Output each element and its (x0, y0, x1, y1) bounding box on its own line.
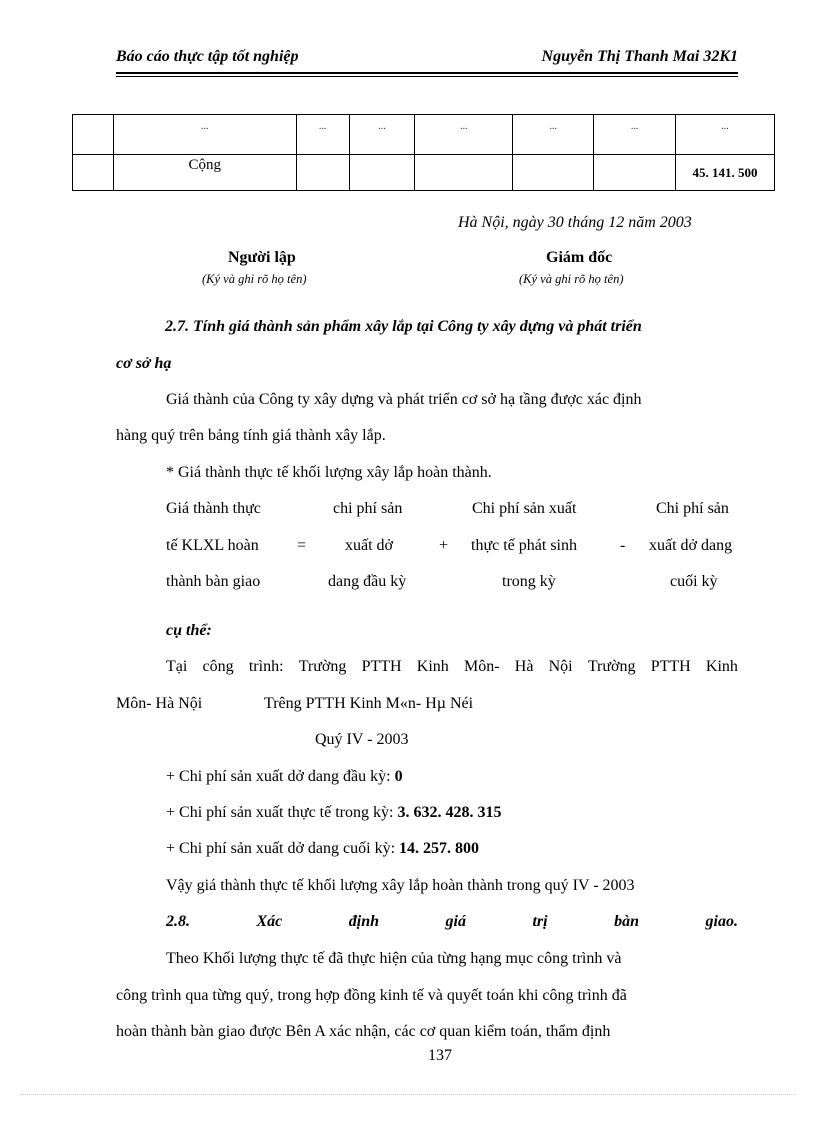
table-cell: ... (676, 115, 775, 155)
word: 2.8. (166, 913, 190, 930)
section-2-7-heading-cont: cơ sở hạ (116, 355, 172, 372)
word: Môn- (464, 658, 500, 675)
table-cell (513, 155, 594, 191)
formula-term: dang đầu kỳ (328, 573, 407, 590)
formula-term: cuối kỳ (670, 573, 718, 590)
table-row (73, 115, 775, 155)
word: Trường (298, 658, 347, 675)
table-cell: ... (113, 115, 296, 155)
section-2-8-heading (166, 913, 738, 931)
word: giao. (705, 913, 738, 930)
word: Hà (514, 658, 534, 675)
word: công (202, 658, 234, 675)
formula-term: thực tế phát sinh (471, 537, 577, 554)
quarter-line: Quý IV - 2003 (315, 731, 409, 748)
total-amount: 45. 141. 500 (676, 155, 775, 191)
word: PTTH (361, 658, 402, 675)
cost-item-period (166, 804, 501, 822)
header-author: Nguyễn Thị Thanh Mai 32K1 (541, 48, 738, 65)
project-line-garbled: Trêng PTTH Kinh M«n- Hµ Néi (264, 695, 474, 712)
formula-term: thành bàn giao (166, 573, 261, 590)
table-cell: ... (349, 115, 415, 155)
conclusion-line: Vậy giá thành thực tế khối lượng xây lắp hoàn thành trong quý IV - 2003 (166, 877, 635, 894)
formula-plus: + (439, 537, 449, 554)
word: Xác (256, 913, 283, 930)
paragraph-line: hàng quý trên bảng tính giá thành xây lắp. (116, 427, 386, 444)
formula-term: xuất dở (345, 537, 394, 554)
item-label: + Chi phí sản xuất dở dang đầu kỳ: (166, 768, 395, 785)
formula-term: xuất dở dang (649, 537, 733, 554)
bullet-line: * Giá thành thực tế khối lượng xây lắp hoàn thành. (166, 464, 492, 481)
project-line-cont: Môn- Hà Nội (116, 695, 203, 712)
preparer-note: (Ký và ghi rõ họ tên) (202, 272, 307, 286)
item-label: + Chi phí sản xuất thực tế trong kỳ: (166, 804, 398, 821)
cost-item-closing (166, 840, 479, 858)
word: Kinh (705, 658, 738, 675)
item-value: 3. 632. 428. 315 (397, 804, 502, 821)
formula-term: Chi phí sản xuất (472, 500, 577, 517)
section-2-7-heading: 2.7. Tính giá thành sản phẩm xây lắp tại Công ty xây dựng và phát triển (165, 318, 642, 335)
formula-term: Chi phí sản (656, 500, 729, 517)
total-label: Cộng (113, 155, 296, 191)
page-number: 137 (428, 1047, 452, 1064)
table-cell (296, 155, 349, 191)
item-label: + Chi phí sản xuất dở dang cuối kỳ: (166, 840, 400, 857)
table-cell: ... (594, 115, 676, 155)
table-cell (73, 115, 114, 155)
word: trị (532, 913, 548, 930)
table-row-total (73, 155, 775, 191)
project-line (166, 658, 738, 676)
table-cell (73, 155, 114, 191)
cost-table (72, 114, 775, 191)
word: Nội (548, 658, 573, 675)
details-label: cụ thể: (166, 622, 212, 639)
word: giá (445, 913, 466, 930)
formula-term: trong kỳ (502, 573, 556, 590)
footer-divider (20, 1094, 796, 1095)
word: bàn (614, 913, 640, 930)
word: Trường (587, 658, 636, 675)
header-rule-thin (116, 76, 738, 77)
item-value: 0 (394, 768, 403, 785)
formula-equals: = (297, 537, 307, 554)
word: PTTH (650, 658, 691, 675)
table-cell: ... (296, 115, 349, 155)
table-cell (349, 155, 415, 191)
paragraph-line: Giá thành của Công ty xây dựng và phát triển cơ sở hạ tầng được xác định (166, 391, 642, 408)
word: Tại (166, 658, 188, 675)
table-cell: ... (415, 115, 513, 155)
table-cell (594, 155, 676, 191)
table-cell (415, 155, 513, 191)
table-cell: ... (513, 115, 594, 155)
formula-term: Giá thành thực (166, 500, 261, 517)
header-rule (116, 72, 738, 74)
formula-term: chi phí sản (333, 500, 403, 517)
formula-minus: - (620, 537, 626, 554)
header-report-title: Báo cáo thực tập tốt nghiệp (116, 48, 299, 65)
paragraph-line: hoàn thành bàn giao được Bên A xác nhận, các cơ quan kiểm toán, thẩm định (116, 1023, 611, 1040)
word: định (348, 913, 380, 930)
word: Kinh (416, 658, 449, 675)
formula-term: tế KLXL hoàn (166, 537, 259, 554)
word: trình: (248, 658, 284, 675)
cost-item-opening (166, 768, 403, 786)
item-value: 14. 257. 800 (399, 840, 480, 857)
director-note: (Ký và ghi rõ họ tên) (519, 272, 624, 286)
paragraph-line: công trình qua từng quý, trong hợp đồng kinh tế và quyết toán khi công trình đã (116, 987, 627, 1004)
director-title: Giám đốc (546, 249, 613, 266)
date-line: Hà Nội, ngày 30 tháng 12 năm 2003 (458, 214, 692, 231)
preparer-title: Người lập (228, 249, 296, 266)
paragraph-line: Theo Khối lượng thực tế đã thực hiện của từng hạng mục công trình và (166, 950, 622, 967)
